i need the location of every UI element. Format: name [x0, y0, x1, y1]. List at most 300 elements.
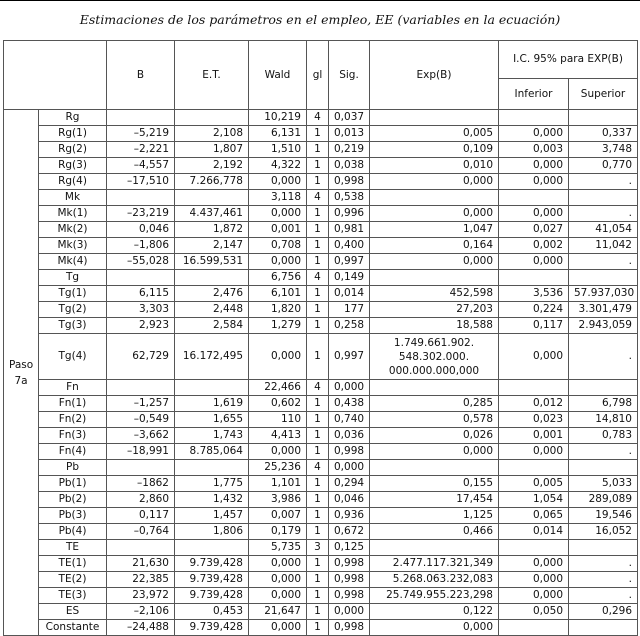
- expb-cell: 1,047: [370, 222, 499, 238]
- b-cell: –1862: [107, 476, 175, 492]
- ci-upper-cell: 0,770: [569, 158, 638, 174]
- table-row: [4, 334, 638, 380]
- se-cell: 9.739,428: [175, 556, 249, 572]
- se-cell: 2,584: [175, 318, 249, 334]
- sig-cell: 0,037: [329, 110, 370, 126]
- ci-lower-cell: [499, 460, 569, 476]
- b-cell: [107, 190, 175, 206]
- ci-upper-cell: .: [569, 572, 638, 588]
- variable-cell: Pb(3): [39, 508, 107, 524]
- sig-cell: 0,036: [329, 428, 370, 444]
- table-row: [4, 476, 638, 492]
- expb-cell: 0,010: [370, 158, 499, 174]
- wald-cell: 1,820: [249, 302, 307, 318]
- se-cell: 1,457: [175, 508, 249, 524]
- se-cell: [175, 380, 249, 396]
- ci-upper-cell: .: [569, 444, 638, 460]
- df-cell: 4: [307, 110, 329, 126]
- se-cell: 1,619: [175, 396, 249, 412]
- df-cell: 1: [307, 254, 329, 270]
- b-cell: 6,115: [107, 286, 175, 302]
- sig-cell: 0,013: [329, 126, 370, 142]
- table-row: [4, 492, 638, 508]
- table-row: [4, 380, 638, 396]
- df-cell: 1: [307, 492, 329, 508]
- sig-cell: 0,046: [329, 492, 370, 508]
- variable-cell: Tg(4): [39, 334, 107, 380]
- se-cell: 1,872: [175, 222, 249, 238]
- table-row: [4, 254, 638, 270]
- df-cell: 4: [307, 380, 329, 396]
- ci-lower-cell: 0,000: [499, 334, 569, 380]
- ci-upper-cell: [569, 190, 638, 206]
- ci-lower-cell: 0,065: [499, 508, 569, 524]
- table-row: [4, 572, 638, 588]
- ci-lower-cell: 0,000: [499, 572, 569, 588]
- wald-cell: 0,000: [249, 556, 307, 572]
- top-rule: [0, 0, 640, 1]
- sig-cell: 0,998: [329, 174, 370, 190]
- b-cell: 0,046: [107, 222, 175, 238]
- sig-cell: 177: [329, 302, 370, 318]
- sig-cell: 0,014: [329, 286, 370, 302]
- ci-upper-cell: 0,783: [569, 428, 638, 444]
- ci-lower-cell: 0,003: [499, 142, 569, 158]
- ci-upper-cell: .: [569, 206, 638, 222]
- wald-cell: 6,101: [249, 286, 307, 302]
- table-row: [4, 158, 638, 174]
- wald-cell: 0,000: [249, 334, 307, 380]
- sig-cell: 0,038: [329, 158, 370, 174]
- ci-upper-cell: 11,042: [569, 238, 638, 254]
- variable-cell: Rg(2): [39, 142, 107, 158]
- header-b: B: [107, 41, 175, 110]
- expb-cell: 17,454: [370, 492, 499, 508]
- table-row: [4, 270, 638, 286]
- se-cell: [175, 460, 249, 476]
- variable-cell: Tg(1): [39, 286, 107, 302]
- wald-cell: 1,279: [249, 318, 307, 334]
- table-row: [4, 142, 638, 158]
- expb-cell: [370, 270, 499, 286]
- b-cell: 21,630: [107, 556, 175, 572]
- wald-cell: 0,000: [249, 174, 307, 190]
- sig-cell: 0,400: [329, 238, 370, 254]
- b-cell: 62,729: [107, 334, 175, 380]
- b-cell: –24,488: [107, 620, 175, 636]
- sig-cell: 0,258: [329, 318, 370, 334]
- table-row: [4, 174, 638, 190]
- wald-cell: 0,179: [249, 524, 307, 540]
- ci-lower-cell: [499, 380, 569, 396]
- ci-lower-cell: 0,224: [499, 302, 569, 318]
- b-cell: 23,972: [107, 588, 175, 604]
- b-cell: –2,106: [107, 604, 175, 620]
- b-cell: –0,549: [107, 412, 175, 428]
- wald-cell: 3,118: [249, 190, 307, 206]
- ci-lower-cell: 0,000: [499, 126, 569, 142]
- wald-cell: 0,000: [249, 588, 307, 604]
- df-cell: 1: [307, 428, 329, 444]
- se-cell: 1,432: [175, 492, 249, 508]
- table-row: [4, 460, 638, 476]
- df-cell: 1: [307, 238, 329, 254]
- se-cell: 8.785,064: [175, 444, 249, 460]
- table-row: [4, 428, 638, 444]
- wald-cell: 25,236: [249, 460, 307, 476]
- ci-lower-cell: 0,002: [499, 238, 569, 254]
- header-blank: [4, 41, 107, 110]
- df-cell: 1: [307, 318, 329, 334]
- wald-cell: 10,219: [249, 110, 307, 126]
- expb-cell: [370, 460, 499, 476]
- ci-lower-cell: 0,000: [499, 158, 569, 174]
- df-cell: 1: [307, 286, 329, 302]
- ci-upper-cell: .: [569, 174, 638, 190]
- expb-cell: 0,000: [370, 174, 499, 190]
- df-cell: 1: [307, 556, 329, 572]
- ci-upper-cell: .: [569, 556, 638, 572]
- expb-cell: 0,000: [370, 620, 499, 636]
- df-cell: 1: [307, 524, 329, 540]
- wald-cell: 1,101: [249, 476, 307, 492]
- expb-cell: [370, 540, 499, 556]
- variable-cell: Fn(3): [39, 428, 107, 444]
- header-ci: I.C. 95% para EXP(B): [499, 41, 638, 79]
- expb-cell: 0,578: [370, 412, 499, 428]
- b-cell: –5,219: [107, 126, 175, 142]
- sig-cell: 0,438: [329, 396, 370, 412]
- ci-lower-cell: 0,014: [499, 524, 569, 540]
- sig-cell: 0,149: [329, 270, 370, 286]
- b-cell: [107, 380, 175, 396]
- table-row: [4, 444, 638, 460]
- expb-cell: 0,000: [370, 206, 499, 222]
- wald-cell: 3,986: [249, 492, 307, 508]
- df-cell: 4: [307, 270, 329, 286]
- expb-cell: 1.749.661.902. 548.302.000. 000.000.000,000: [370, 334, 499, 380]
- sig-cell: 0,998: [329, 620, 370, 636]
- variable-cell: Pb(2): [39, 492, 107, 508]
- b-cell: –2,221: [107, 142, 175, 158]
- b-cell: [107, 110, 175, 126]
- sig-cell: 0,936: [329, 508, 370, 524]
- sig-cell: 0,981: [329, 222, 370, 238]
- ci-lower-cell: 3,536: [499, 286, 569, 302]
- b-cell: –3,662: [107, 428, 175, 444]
- variable-cell: Constante: [39, 620, 107, 636]
- expb-cell: 0,285: [370, 396, 499, 412]
- variable-cell: Mk(1): [39, 206, 107, 222]
- df-cell: 1: [307, 588, 329, 604]
- sig-cell: 0,998: [329, 444, 370, 460]
- ci-lower-cell: 0,000: [499, 174, 569, 190]
- header-se: E.T.: [175, 41, 249, 110]
- variable-cell: Pb(1): [39, 476, 107, 492]
- wald-cell: 5,735: [249, 540, 307, 556]
- sig-cell: 0,000: [329, 380, 370, 396]
- variable-cell: Pb(4): [39, 524, 107, 540]
- b-cell: –18,991: [107, 444, 175, 460]
- wald-cell: 0,000: [249, 254, 307, 270]
- df-cell: 1: [307, 302, 329, 318]
- df-cell: 1: [307, 444, 329, 460]
- table-row: [4, 238, 638, 254]
- se-cell: [175, 190, 249, 206]
- ci-upper-cell: .: [569, 334, 638, 380]
- df-cell: 1: [307, 334, 329, 380]
- b-cell: [107, 270, 175, 286]
- table-row: [4, 126, 638, 142]
- df-cell: 1: [307, 396, 329, 412]
- sig-cell: 0,000: [329, 460, 370, 476]
- wald-cell: 4,322: [249, 158, 307, 174]
- wald-cell: 1,510: [249, 142, 307, 158]
- variable-cell: TE: [39, 540, 107, 556]
- ci-upper-cell: 0,337: [569, 126, 638, 142]
- df-cell: 1: [307, 412, 329, 428]
- expb-cell: [370, 110, 499, 126]
- df-cell: 1: [307, 604, 329, 620]
- expb-cell: 0,109: [370, 142, 499, 158]
- ci-upper-cell: 19,546: [569, 508, 638, 524]
- header-row-1: [4, 41, 638, 79]
- se-cell: 2,448: [175, 302, 249, 318]
- ci-upper-cell: [569, 380, 638, 396]
- header-ci-upper: Superior: [569, 79, 638, 110]
- df-cell: 1: [307, 572, 329, 588]
- header-ci-lower: Inferior: [499, 79, 569, 110]
- b-cell: –17,510: [107, 174, 175, 190]
- step-label: Paso 7a: [4, 110, 39, 636]
- sig-cell: 0,998: [329, 588, 370, 604]
- header-sig: Sig.: [329, 41, 370, 110]
- sig-cell: 0,294: [329, 476, 370, 492]
- ci-upper-cell: .: [569, 254, 638, 270]
- df-cell: 1: [307, 142, 329, 158]
- variable-cell: Rg(1): [39, 126, 107, 142]
- wald-cell: 0,602: [249, 396, 307, 412]
- expb-cell: 18,588: [370, 318, 499, 334]
- table-caption: Estimaciones de los parámetros en el empleo, EE (variables en la ecuación): [79, 12, 561, 27]
- expb-cell: 27,203: [370, 302, 499, 318]
- wald-cell: 0,001: [249, 222, 307, 238]
- expb-cell: [370, 190, 499, 206]
- b-cell: –23,219: [107, 206, 175, 222]
- df-cell: 4: [307, 460, 329, 476]
- table-row: [4, 556, 638, 572]
- wald-cell: 4,413: [249, 428, 307, 444]
- variable-cell: Tg: [39, 270, 107, 286]
- ci-lower-cell: 0,050: [499, 604, 569, 620]
- ci-upper-cell: [569, 620, 638, 636]
- header-wald: Wald: [249, 41, 307, 110]
- b-cell: –1,806: [107, 238, 175, 254]
- se-cell: 16.172,495: [175, 334, 249, 380]
- df-cell: 1: [307, 620, 329, 636]
- expb-cell: 5.268.063.232,083: [370, 572, 499, 588]
- df-cell: 1: [307, 158, 329, 174]
- ci-upper-cell: 6,798: [569, 396, 638, 412]
- se-cell: 1,807: [175, 142, 249, 158]
- sig-cell: 0,997: [329, 334, 370, 380]
- se-cell: 0,453: [175, 604, 249, 620]
- wald-cell: 0,000: [249, 572, 307, 588]
- ci-upper-cell: 57.937,030: [569, 286, 638, 302]
- se-cell: 9.739,428: [175, 620, 249, 636]
- b-cell: 22,385: [107, 572, 175, 588]
- wald-cell: 0,000: [249, 620, 307, 636]
- se-cell: 2,476: [175, 286, 249, 302]
- ci-upper-cell: [569, 540, 638, 556]
- variable-cell: Tg(2): [39, 302, 107, 318]
- variable-cell: Mk(4): [39, 254, 107, 270]
- ci-lower-cell: [499, 540, 569, 556]
- df-cell: 1: [307, 206, 329, 222]
- df-cell: 1: [307, 174, 329, 190]
- wald-cell: 0,708: [249, 238, 307, 254]
- ci-upper-cell: 0,296: [569, 604, 638, 620]
- expb-cell: 0,122: [370, 604, 499, 620]
- expb-cell: 1,125: [370, 508, 499, 524]
- se-cell: 9.739,428: [175, 588, 249, 604]
- table-row: [4, 222, 638, 238]
- sig-cell: 0,538: [329, 190, 370, 206]
- se-cell: 1,655: [175, 412, 249, 428]
- table-row: [4, 524, 638, 540]
- variable-cell: Mk: [39, 190, 107, 206]
- wald-cell: 0,000: [249, 206, 307, 222]
- parameter-estimates-table: [3, 40, 638, 636]
- df-cell: 4: [307, 190, 329, 206]
- ci-upper-cell: 41,054: [569, 222, 638, 238]
- table-row: [4, 604, 638, 620]
- se-cell: 1,775: [175, 476, 249, 492]
- table-row: [4, 508, 638, 524]
- table-row: [4, 302, 638, 318]
- df-cell: 1: [307, 508, 329, 524]
- table-row: [4, 588, 638, 604]
- b-cell: –4,557: [107, 158, 175, 174]
- df-cell: 1: [307, 476, 329, 492]
- ci-lower-cell: 0,000: [499, 588, 569, 604]
- expb-cell: 452,598: [370, 286, 499, 302]
- ci-lower-cell: [499, 270, 569, 286]
- wald-cell: 6,756: [249, 270, 307, 286]
- se-cell: [175, 540, 249, 556]
- variable-cell: Tg(3): [39, 318, 107, 334]
- se-cell: 2,192: [175, 158, 249, 174]
- expb-cell: 0,155: [370, 476, 499, 492]
- b-cell: 2,923: [107, 318, 175, 334]
- se-cell: 9.739,428: [175, 572, 249, 588]
- variable-cell: Mk(3): [39, 238, 107, 254]
- se-cell: 1,743: [175, 428, 249, 444]
- wald-cell: 22,466: [249, 380, 307, 396]
- table-row: [4, 286, 638, 302]
- sig-cell: 0,672: [329, 524, 370, 540]
- se-cell: 2,147: [175, 238, 249, 254]
- ci-lower-cell: 0,023: [499, 412, 569, 428]
- sig-cell: 0,219: [329, 142, 370, 158]
- variable-cell: Rg(4): [39, 174, 107, 190]
- ci-lower-cell: 0,000: [499, 556, 569, 572]
- b-cell: –55,028: [107, 254, 175, 270]
- ci-lower-cell: 0,027: [499, 222, 569, 238]
- ci-lower-cell: [499, 110, 569, 126]
- expb-cell: 0,000: [370, 444, 499, 460]
- ci-lower-cell: 0,000: [499, 254, 569, 270]
- ci-upper-cell: 3,748: [569, 142, 638, 158]
- variable-cell: Rg(3): [39, 158, 107, 174]
- sig-cell: 0,997: [329, 254, 370, 270]
- wald-cell: 6,131: [249, 126, 307, 142]
- variable-cell: TE(1): [39, 556, 107, 572]
- ci-upper-cell: 5,033: [569, 476, 638, 492]
- variable-cell: Pb: [39, 460, 107, 476]
- variable-cell: TE(3): [39, 588, 107, 604]
- expb-cell: 0,005: [370, 126, 499, 142]
- ci-upper-cell: 289,089: [569, 492, 638, 508]
- expb-cell: 0,000: [370, 254, 499, 270]
- table-row: [4, 110, 638, 126]
- ci-upper-cell: [569, 110, 638, 126]
- table-row: [4, 412, 638, 428]
- wald-cell: 0,007: [249, 508, 307, 524]
- ci-upper-cell: 14,810: [569, 412, 638, 428]
- sig-cell: 0,998: [329, 556, 370, 572]
- b-cell: –1,257: [107, 396, 175, 412]
- se-cell: [175, 110, 249, 126]
- df-cell: 3: [307, 540, 329, 556]
- header-df: gl: [307, 41, 329, 110]
- expb-cell: 25.749.955.223,298: [370, 588, 499, 604]
- table-row: [4, 540, 638, 556]
- ci-lower-cell: 0,005: [499, 476, 569, 492]
- df-cell: 1: [307, 222, 329, 238]
- sig-cell: 0,740: [329, 412, 370, 428]
- variable-cell: ES: [39, 604, 107, 620]
- table-row: [4, 318, 638, 334]
- se-cell: [175, 270, 249, 286]
- expb-cell: 0,026: [370, 428, 499, 444]
- table-row: [4, 620, 638, 636]
- b-cell: [107, 540, 175, 556]
- variable-cell: TE(2): [39, 572, 107, 588]
- expb-cell: 0,466: [370, 524, 499, 540]
- b-cell: 3,303: [107, 302, 175, 318]
- ci-upper-cell: 16,052: [569, 524, 638, 540]
- se-cell: 7.266,778: [175, 174, 249, 190]
- se-cell: 1,806: [175, 524, 249, 540]
- variable-cell: Mk(2): [39, 222, 107, 238]
- variable-cell: Fn(2): [39, 412, 107, 428]
- header-expb: Exp(B): [370, 41, 499, 110]
- ci-upper-cell: .: [569, 588, 638, 604]
- ci-lower-cell: [499, 620, 569, 636]
- df-cell: 1: [307, 126, 329, 142]
- sig-cell: 0,000: [329, 604, 370, 620]
- table-body: [4, 110, 638, 636]
- table-row: [4, 206, 638, 222]
- table-row: [4, 190, 638, 206]
- variable-cell: Fn(4): [39, 444, 107, 460]
- expb-cell: 0,164: [370, 238, 499, 254]
- wald-cell: 0,000: [249, 444, 307, 460]
- table-row: [4, 396, 638, 412]
- ci-upper-cell: 2.943,059: [569, 318, 638, 334]
- expb-cell: 2.477.117.321,349: [370, 556, 499, 572]
